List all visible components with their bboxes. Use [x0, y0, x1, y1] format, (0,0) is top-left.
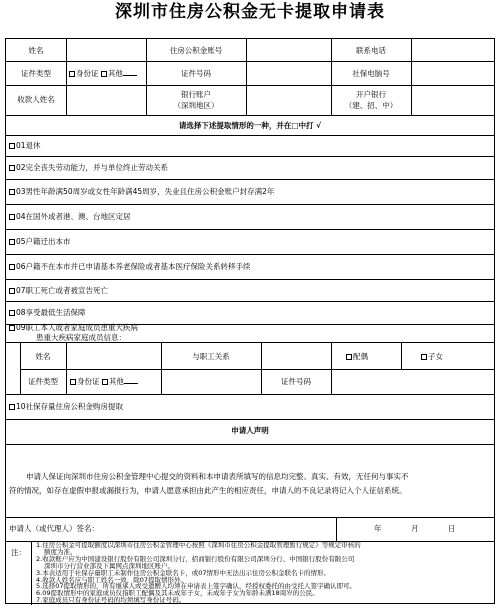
name-field[interactable] [68, 45, 145, 56]
other-option-label: 其他 [107, 69, 123, 78]
payee-name-field[interactable] [68, 94, 145, 105]
option-03-checkbox[interactable] [9, 189, 15, 195]
year-label: 年 [374, 524, 382, 533]
note-line: 4.收款人姓名应与职工姓名一致，除07提取情形外。 [36, 575, 187, 584]
account-label: 住房公积金账号 [169, 46, 223, 55]
instruction-text: 请选择下述提取情形的一种，并在□中打 √ [178, 121, 322, 130]
option-02-checkbox[interactable] [9, 165, 15, 171]
bank-account-label-line-1: 银行账户 [181, 90, 211, 99]
month-label: 月 [411, 524, 419, 533]
name-label: 姓名 [28, 46, 44, 55]
option-02-label: 02完全丧失劳动能力，并与单位终止劳动关系 [16, 163, 169, 172]
cert-no-field[interactable] [248, 68, 330, 79]
option-08 [9, 307, 86, 318]
day-label: 日 [448, 524, 456, 533]
application-form [5, 38, 495, 604]
id-card-checkbox[interactable] [69, 71, 75, 77]
option-03-label: 03男性年龄满50周岁或女性年龄满45周岁，失业且住房公积金账户封存满2年 [16, 187, 275, 196]
family-id-card-label: 身份证 [77, 377, 100, 386]
note-line: 5.选择07提取情形的，所有继承人或受遗赠人均须在申请表上签字确认，经授权委托的由受托人签字确认即可。 [36, 582, 356, 591]
option-01-label: 01退休 [16, 141, 41, 150]
bank-account-field[interactable] [248, 94, 330, 105]
family-id-card-checkbox[interactable] [70, 379, 76, 385]
child-option [421, 351, 443, 362]
family-other-label: 其他 [108, 377, 124, 386]
payee-name-label: 收款人姓名 [17, 95, 55, 104]
family-info-heading: 患重大疾病家庭成员信息： [36, 333, 126, 342]
option-05-label: 05户籍迁出本市 [16, 237, 71, 246]
option-04 [9, 211, 131, 222]
notes-label: 注： [11, 548, 26, 557]
note-line: 3.本表适用于社保存量职工未制作住房公积金联名卡，或07情形中无法出示住房公积金联名卡的情形。 [36, 568, 330, 577]
bank-field[interactable] [413, 94, 493, 105]
spouse-option-label: 配偶 [353, 352, 368, 361]
account-field[interactable] [248, 45, 330, 56]
bank-label-line-1: 开户银行 [356, 90, 386, 99]
option-03 [9, 186, 274, 197]
id-card-option-label: 身份证 [76, 69, 99, 78]
spouse-option [346, 351, 368, 362]
option-05 [9, 236, 71, 247]
option-10-checkbox[interactable] [9, 404, 15, 410]
other-checkbox[interactable] [101, 71, 107, 77]
declaration-heading: 申请人声明 [231, 426, 269, 435]
option-04-label: 04在国外或者港、澳、台地区定居 [16, 212, 131, 221]
family-cert-no-label: 证件号码 [281, 377, 311, 386]
option-08-label: 08享受最低生活保障 [16, 308, 86, 317]
relation-field[interactable] [263, 351, 330, 362]
spouse-checkbox[interactable] [346, 354, 352, 360]
family-name-label: 姓名 [35, 352, 51, 361]
child-checkbox[interactable] [421, 354, 427, 360]
option-01 [9, 140, 41, 151]
option-09-label: 09职工本人或者家庭成员患重大疾病 [16, 323, 139, 332]
bank-label [331, 89, 411, 111]
signature-field[interactable] [106, 523, 331, 534]
phone-field[interactable] [413, 45, 493, 56]
declaration-text-line-1: 申请人保证向深圳市住房公积金管理中心提交的资料和本申请表所填写的信息均完整、真实、有效，无任何与事实不 [26, 472, 409, 481]
note-line: 6.09提取情形中的家庭成员仅指职工配偶及其未成年子女，未成年子女为年龄未满18周岁的公民。 [36, 589, 319, 598]
option-05-checkbox[interactable] [9, 239, 15, 245]
note-line: 2.收款账户应为中国建设银行股份有限公司深圳分行、招商银行股份有限公司深圳分行、中国银行股份有限公司 [36, 554, 355, 563]
cert-no-label: 证件号码 [181, 69, 211, 78]
option-09-checkbox[interactable] [9, 325, 15, 331]
option-04-checkbox[interactable] [9, 214, 15, 220]
family-name-field[interactable] [68, 351, 160, 362]
family-cert-type-options [70, 376, 138, 387]
note-line: 深圳市分行营业部及下属网点深圳地区账户。 [44, 561, 174, 570]
signature-label: 申请人（或代理人）签名： [9, 524, 99, 533]
family-other-blank[interactable] [124, 376, 138, 384]
child-option-label: 子女 [428, 352, 443, 361]
notes-list [36, 542, 361, 604]
other-blank[interactable] [123, 68, 137, 76]
note-line: 额度为准。 [44, 547, 77, 556]
bank-label-line-2: （建、招、中） [344, 101, 398, 110]
option-07-label: 07职工死亡或者被宣告死亡 [16, 286, 109, 295]
option-10 [9, 401, 123, 412]
relation-label: 与职工关系 [192, 352, 230, 361]
option-06-checkbox[interactable] [9, 264, 15, 270]
option-07-checkbox[interactable] [9, 288, 15, 294]
option-10-label: 10社保存量住房公积金购房提取 [16, 402, 124, 411]
family-other-checkbox[interactable] [102, 379, 108, 385]
phone-label: 联系电话 [356, 46, 386, 55]
family-cert-type-label: 证件类型 [28, 377, 58, 386]
bank-account-label [146, 89, 246, 111]
cert-type-label: 证件类型 [21, 69, 51, 78]
declaration-text-line-2: 符的情况，如存在虚假申报或漏报行为，申请人愿意承担由此产生的相应责任，申请人的不良记录将记入个人征信系统。 [9, 486, 407, 495]
social-no-field[interactable] [413, 68, 493, 79]
option-06 [9, 261, 251, 272]
note-line: 7.家庭成员只有身份证号码的均须填写身份证号码。 [36, 596, 186, 605]
option-02 [9, 162, 168, 173]
option-07 [9, 285, 108, 296]
form-title: 深圳市住房公积金无卡提取申请表 [115, 2, 385, 22]
social-no-label: 社保电脑号 [352, 69, 390, 78]
option-01-checkbox[interactable] [9, 143, 15, 149]
cert-type-options [69, 68, 137, 79]
option-06-label: 06户籍不在本市并已申请基本养老保险或者基本医疗保险关系转移手续 [16, 262, 251, 271]
bank-account-label-line-2: （深圳地区） [173, 101, 219, 110]
note-line: 1.住房公积金可提取额度以深圳市住房公积金管理中心按照《深圳市住房公积金提取管理暂行规定》等规定审核的 [36, 541, 361, 549]
family-cert-no-field[interactable] [333, 376, 493, 387]
option-08-checkbox[interactable] [9, 310, 15, 316]
